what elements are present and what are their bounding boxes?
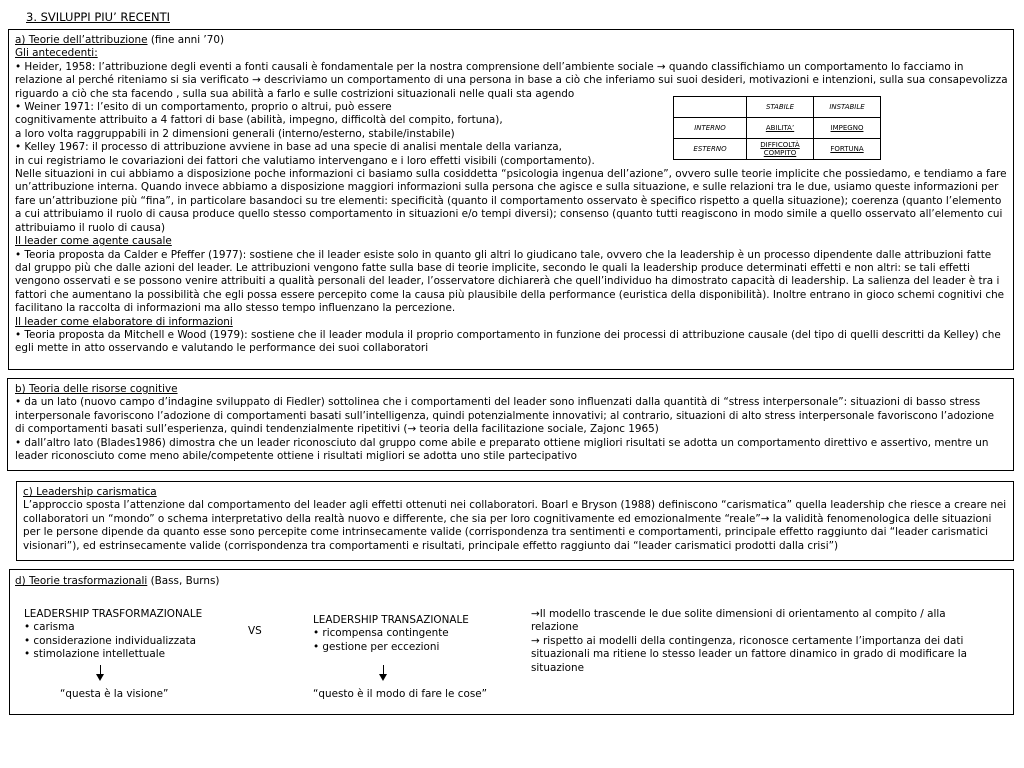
section-a-subheading-causal-agent: Il leader come agente causale [15,235,172,248]
table-cell: IMPEGNO [814,118,881,139]
section-c-heading: c) Leadership carismatica [23,486,157,498]
section-a-line: relazione al perché riteniamo si sia verificato → descriviamo un comportamento di una persona in base a ciò che inferiamo sui suoi desideri, motivazioni e intenzioni, sulla sua consapevolizza [15,74,1008,87]
transformational-leadership-block [24,608,202,662]
page-title: 3. SVILUPPI PIU’ RECENTI [26,10,170,24]
list-item: • carisma [24,621,75,634]
table-cell: FORTUNA [814,139,881,160]
model-note: →Il modello trascende le due solite dimensioni di orientamento al compito / alla relazione [531,608,946,634]
table-corner-cell [674,97,747,118]
transactional-title: LEADERSHIP TRANSAZIONALE [313,614,469,626]
section-c-paragraph: L’approccio sposta l’attenzione dal comportamento del leader agli effetti ottenuti nei collaboratori. Boarl e Bryson (1988) definiscono “carismatica” quella leadership che riesce a creare nei collaboratori un “mondo” o schema interpretativo della realtà nuovo e differente, che sia per loro cognitivamente ed emozionalmente “reale”→ la validità fenomenologica delle situazioni per le persone dipende da quanto esse sono percepite come intrinsecamente valide (corrispondenza tra sentimenti e comportamenti, principale effetto raggiunto dai “leader carismatici visionari”), ed estrinsecamente valide (corrispondenza tra comportamenti e risultati, principale effetto raggiunto dai “leader carismatici prodotti dalla crisi”) [23,499,1007,552]
section-a-paragraph: • Teoria proposta da Mitchell e Wood (1979): sostiene che il leader modula il proprio comportamento in funzione dei processi di attribuzione causale (del tipo di quelli descritti da Kelley) che egli mette in atto osservando e valutando le performance dei suoi collaboratori [15,328,1001,355]
section-a-line: a loro volta raggruppabili in 2 dimensioni generali (interno/esterno, stabile/instabile) [15,127,455,140]
table-row-header: INTERNO [674,118,747,139]
list-item: • gestione per eccezioni [313,640,440,653]
section-a-subheading-antecedents: Gli antecedenti: [15,47,98,60]
transactional-quote: “questo è il modo di fare le cose” [313,688,488,700]
section-a-heading: a) Teorie dell’attribuzione [15,34,148,46]
section-d-heading-suffix: (Bass, Burns) [147,575,220,587]
section-b-paragraph: • dall’altro lato (Blades1986) dimostra che un leader riconosciuto dal gruppo come abile e preparato ottiene migliori risultati se adotta un comportamento direttivo e assertivo, mentre un leader riconosciuto come meno abile/competente ottiene i risultati migliori se adotta uno stile partecipativo [15,436,989,463]
section-cognitive-resources [7,378,1014,471]
table-row [674,118,881,139]
model-notes [531,608,976,675]
section-a-line: • Kelley 1967: il processo di attribuzione avviene in base ad una specie di analisi mentale della varianza, [15,141,562,154]
versus-label: VS [248,625,262,637]
section-b-heading: b) Teoria delle risorse cognitive [15,383,178,395]
list-item: • considerazione individualizzata [24,634,197,647]
transactional-leadership-block [313,614,469,654]
table-col-header: STABILE [747,97,814,118]
down-arrow-icon [379,674,387,681]
section-a-subheading-info-processor: Il leader come elaboratore di informazioni [15,315,233,328]
section-transformational-theories [9,569,1014,715]
table-row [674,139,881,160]
table-cell: DIFFICOLTÀ COMPITO [747,139,814,160]
section-a-line: • Weiner 1971: l’esito di un comportamento, proprio o altrui, può essere [15,101,392,114]
table-row [674,97,881,118]
model-note: → rispetto ai modelli della contingenza, riconosce certamente l’importanza dei dati situazionali ma ritiene lo stesso leader un fattore dinamico in grado di modificare la situazione [531,634,967,674]
table-row-header: ESTERNO [674,139,747,160]
section-a-line: in cui registriamo le covariazioni dei fattori che valutiamo intervengano e i loro effetti visibili (comportamento). [15,154,595,167]
section-a-line: riguardo a ciò che sta facendo , sulla sua abilità a farlo e sulle costrizioni situazionali nelle quali sta agendo [15,87,575,100]
down-arrow-icon [96,674,104,681]
table-cell: ABILITA’ [747,118,814,139]
section-charismatic-leadership [16,481,1014,561]
section-d-heading: d) Teorie trasformazionali [15,575,148,587]
section-a-paragraph: Nelle situazioni in cui abbiamo a disposizione poche informazioni ci basiamo sulla cosiddetta “psicologia ingenua dell’azione”, ovvero sulle teorie implicite che possiedamo, e tendiamo a fare un’attribuzione interna. Quando invece abbiamo a disposizione maggiori informazioni sulla persona che agisce e sulla situazione, e sulle relazioni tra le due, usiamo queste informazioni per fare un’attribuzione più “fina”, in particolare basandoci su tre elementi: specificità (quanto il comportamento osservato è specifico rispetto a quella situazione); coerenza (quanto l’elemento a cui attribuiamo il ruolo di causa produce quello stesso comportamento in situazioni e/o tempi diversi); consenso (quanto tutti reagiscono in modo simile a quello osservato all’elemento cui attribuiamo il ruolo di causa) [15,168,1007,234]
transformational-title: LEADERSHIP TRASFORMAZIONALE [24,608,203,620]
section-a-heading-suffix: (fine anni ’70) [147,34,225,46]
section-attribution-theories [8,29,1014,370]
table-col-header: INSTABILE [814,97,881,118]
section-b-paragraph: • da un lato (nuovo campo d’indagine sviluppato di Fiedler) sottolinea che i comportamenti del leader sono influenzati dalla quantità di “stress interpersonale”: situazioni di basso stress interpersonale favoriscono l’adozione di comportamenti basati sull’intelligenza, quindi potenzialmente innovativi; al contrario, situazioni di alto stress interpersonale favoriscono l’adozione di comportamenti basati sull’esperienza, quindi tendenzialmente ripetitivi (→ teoria della facilitazione sociale, Zajonc 1965) [15,396,995,436]
transformational-quote: “questa è la visione” [60,688,169,700]
list-item: • stimolazione intellettuale [24,648,166,661]
section-a-line: cognitivamente attribuito a 4 fattori di base (abilità, impegno, difficoltà del compito, fortuna), [15,114,503,127]
attribution-factors-table [673,96,881,160]
section-a-paragraph: • Teoria proposta da Calder e Pfeffer (1977): sostiene che il leader esiste solo in quanto gli altri lo giudicano tale, ovvero che la leadership è un processo dipendente dalle attribuzioni fatte dal gruppo più che dalle azioni del leader. Le attribuzioni vengono fatte sulla base di teorie implicite, secondo le quali la leadership produce determinati effetti e non altri: se tali effetti vengono osservati e se possono venire attribuiti a qualità personali del leader, l’osservatore dichiarerà che quell’individuo ha dimostrato capacità di leadership. La salienza del leader è tra i fattori che aumentano la possibilità che egli possa essere percepito come la causa più plausibile della performance (euristica della disponibilità). Inoltre entrano in gioco schemi cognitivi che facilitano la raccolta di informazioni ma allo stesso tempo influenzano la percezione. [15,248,1005,315]
section-a-line: • Heider, 1958: l’attribuzione degli eventi a fonti causali è fondamentale per la nostra comprensione dell’ambiente sociale → quando classifichiamo un comportamento lo facciamo in [15,60,964,73]
list-item: • ricompensa contingente [313,627,449,640]
